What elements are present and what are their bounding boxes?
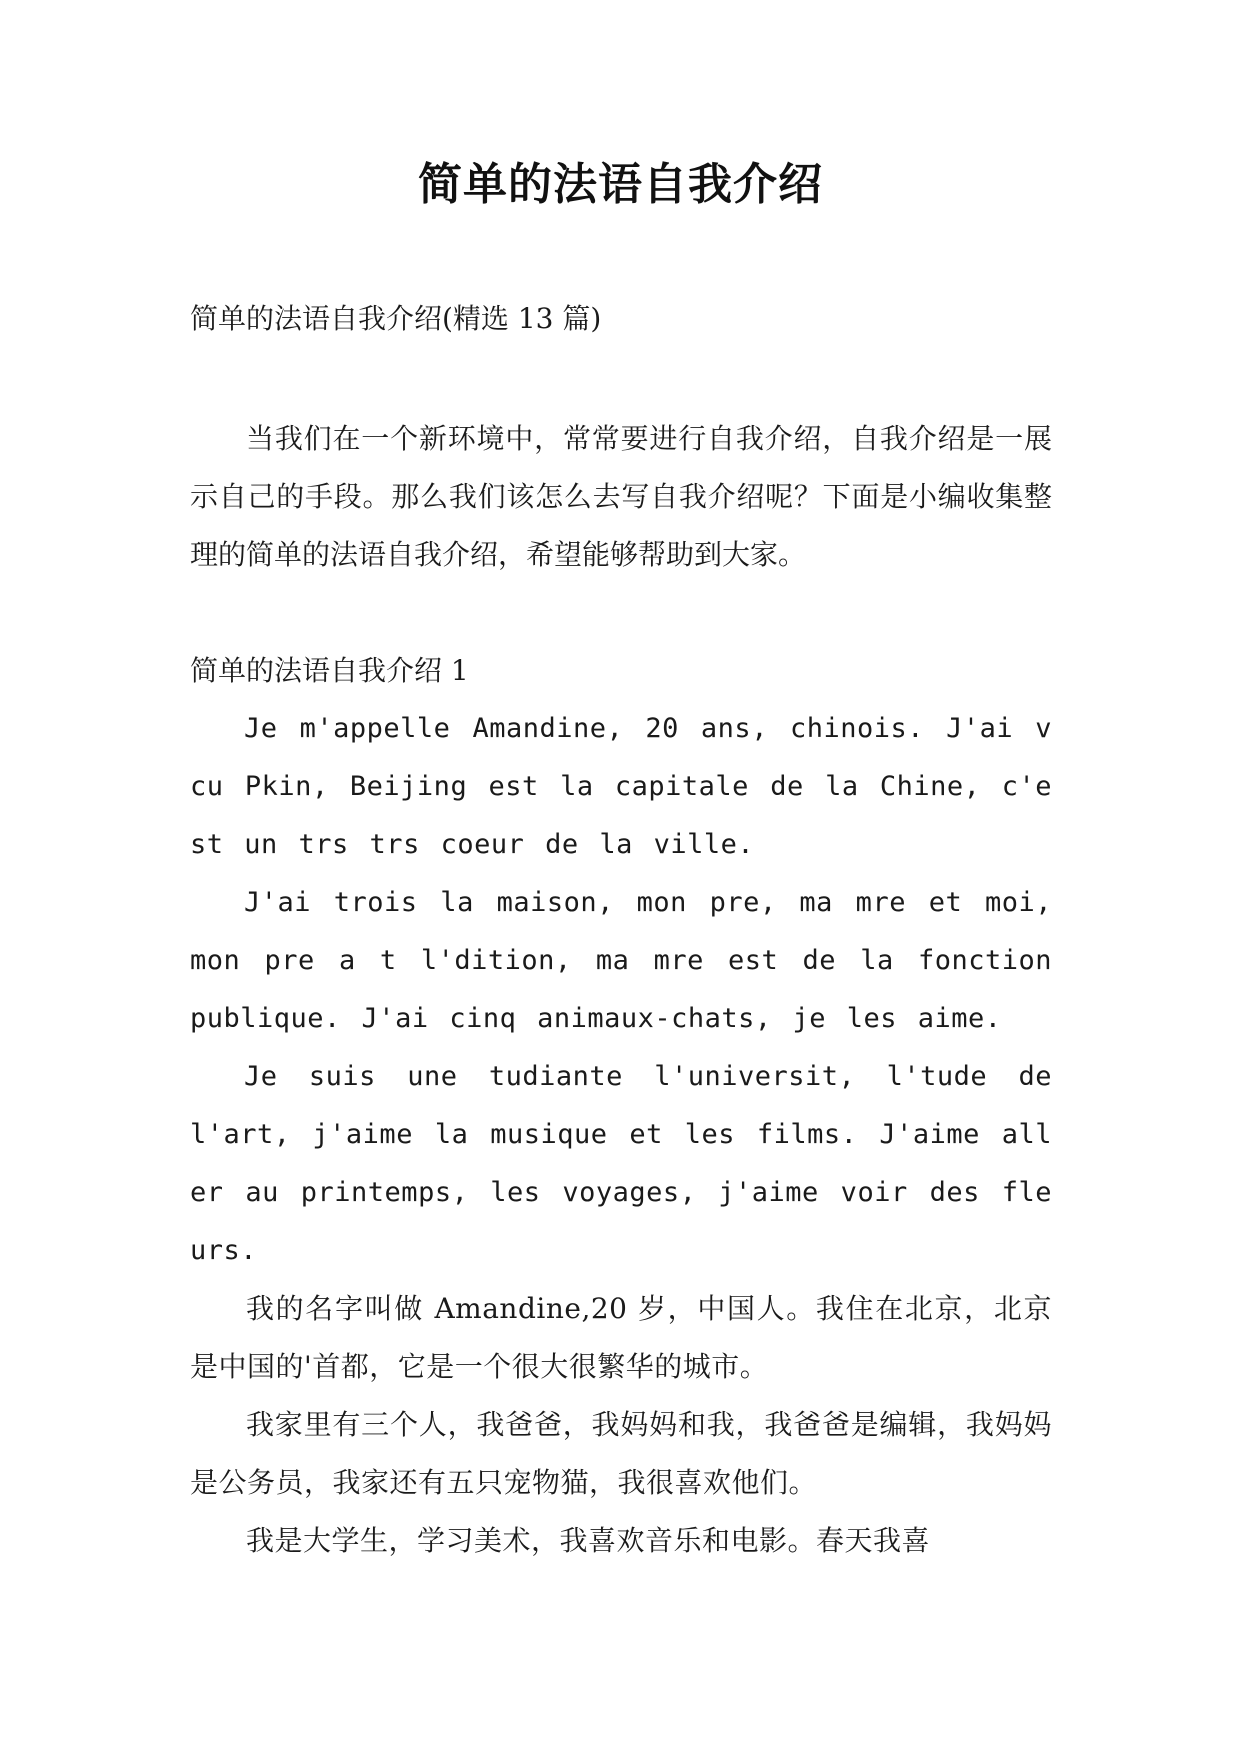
document-title: 简单的法语自我介绍 — [418, 159, 823, 210]
section-heading: 简单的法语自我介绍 1 — [190, 654, 469, 687]
french-paragraph-3: Je suis une tudiante l'universit, l'tude de l'art, j'aime la musique et les films. J'aime aller au printemps, les voyages, j'aime voir des fleurs. — [190, 1061, 1052, 1266]
intro-paragraph: 当我们在一个新环境中，常常要进行自我介绍，自我介绍是一展示自己的手段。那么我们该怎么去写自我介绍呢？下面是小编收集整理的简单的法语自我介绍，希望能够帮助到大家。 — [190, 422, 1052, 571]
chinese-paragraph-2: 我家里有三个人，我爸爸，我妈妈和我，我爸爸是编辑，我妈妈是公务员，我家还有五只宠物猫，我很喜欢他们。 — [190, 1408, 1052, 1499]
chinese-paragraph-3: 我是大学生，学习美术，我喜欢音乐和电影。春天我喜 — [246, 1524, 931, 1557]
document-subtitle: 简单的法语自我介绍(精选 13 篇) — [190, 302, 602, 335]
french-paragraph-2: J'ai trois la maison, mon pre, ma mre et moi, mon pre a t l'dition, ma mre est de la fonction publique. J'ai cinq animaux-chats, je les aime. — [190, 887, 1052, 1034]
document-body — [190, 290, 1052, 1570]
chinese-paragraph-1: 我的名字叫做 Amandine,20 岁，中国人。我住在北京，北京是中国的'首都，它是一个很大很繁华的城市。 — [190, 1292, 1052, 1383]
french-paragraph-1: Je m'appelle Amandine, 20 ans, chinois. J'ai vcu Pkin, Beijing est la capitale de la Chine, c'est un trs trs coeur de la ville. — [190, 713, 1052, 860]
